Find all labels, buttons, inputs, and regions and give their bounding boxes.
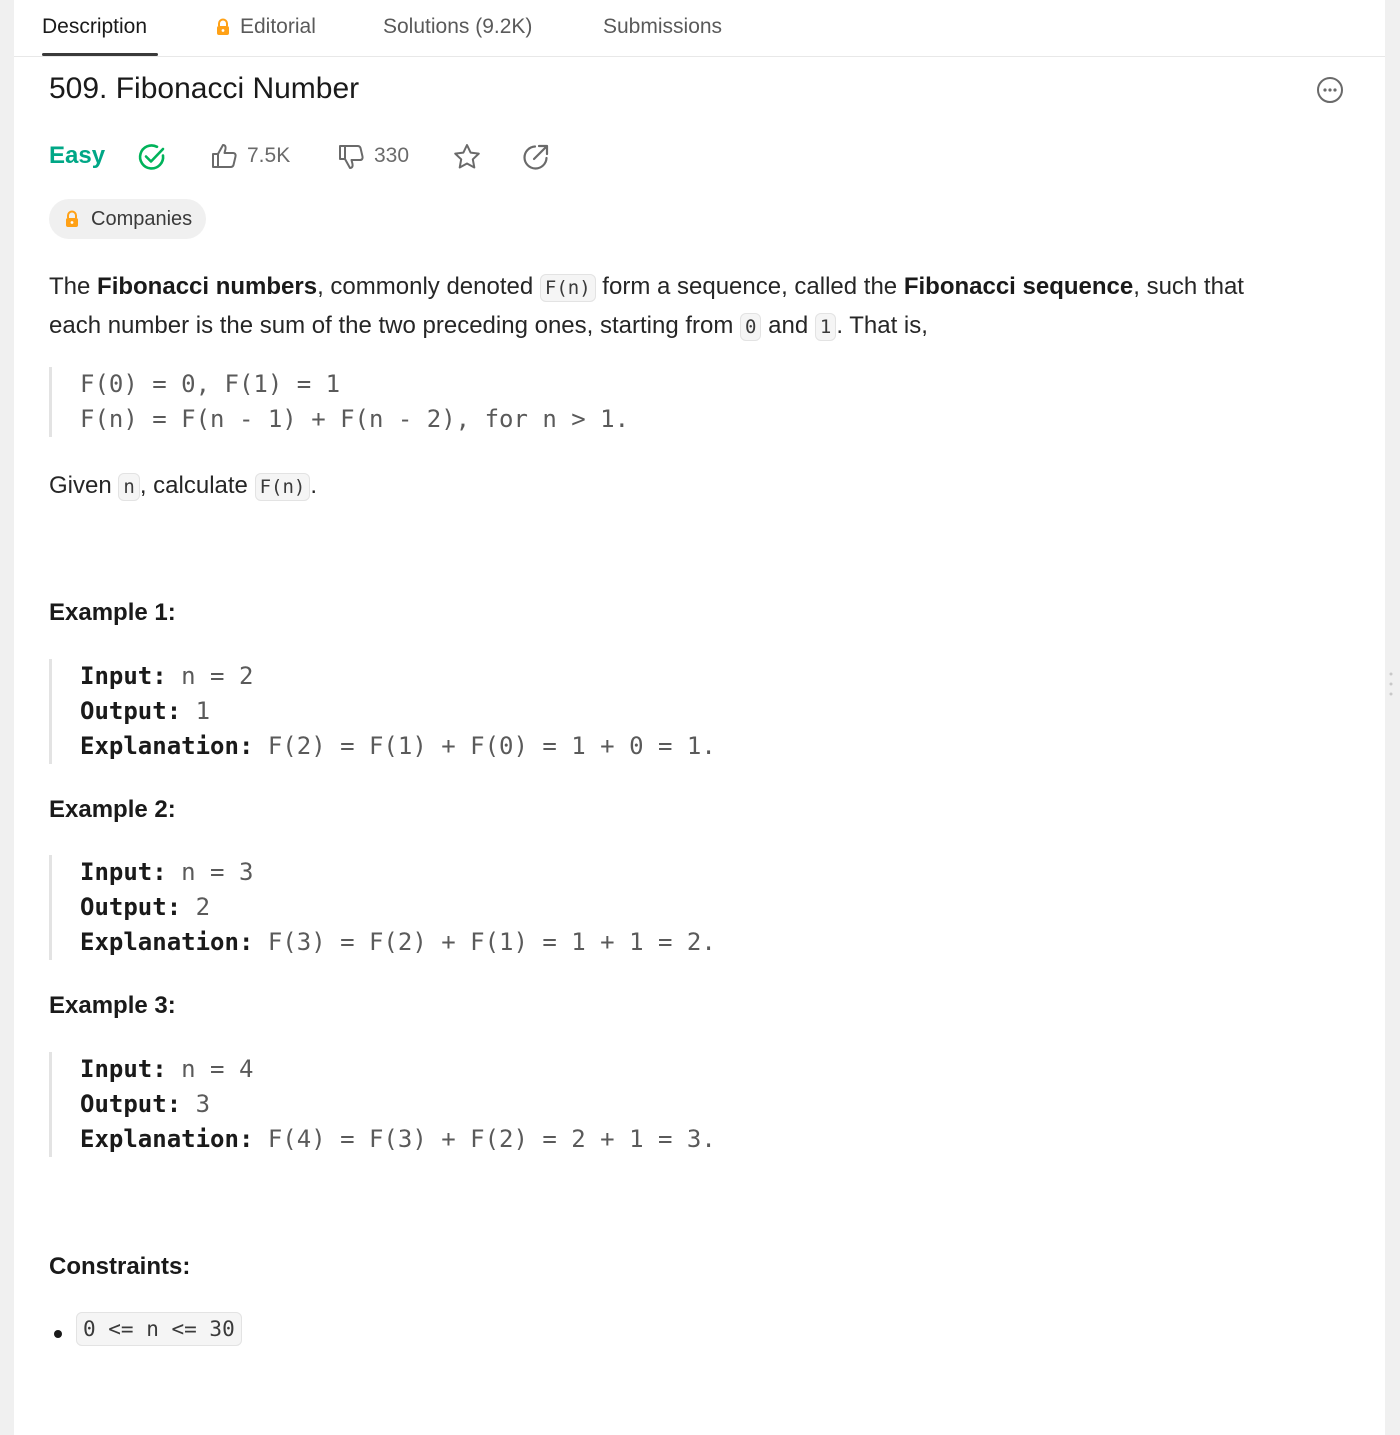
- lock-icon: [214, 18, 232, 36]
- check-circle-icon: [137, 142, 167, 172]
- output-value: 3: [181, 1090, 211, 1118]
- output-value: 2: [181, 893, 211, 921]
- tab-solutions-label: Solutions (9.2K): [383, 15, 533, 38]
- task-paragraph: [49, 467, 1349, 506]
- output-label: Output:: [80, 1090, 182, 1118]
- text: each number is the sum of the two preceding ones, starting from: [49, 312, 741, 339]
- formula-line: F(n) = F(n - 1) + F(n - 2), for n > 1.: [80, 405, 630, 433]
- constraint-item: [76, 1317, 242, 1341]
- example-heading: Example 2:: [49, 796, 176, 823]
- formula-block: [49, 367, 629, 437]
- tab-description-label: Description: [42, 15, 148, 38]
- example-block: [49, 855, 716, 960]
- explanation-label: Explanation:: [80, 732, 254, 760]
- example-block: [49, 1052, 716, 1157]
- explanation-value: F(2) = F(1) + F(0) = 1 + 0 = 1.: [253, 732, 716, 760]
- thumbs-down-icon: [336, 141, 366, 171]
- inline-code: n: [118, 473, 139, 501]
- tab-bar: [14, 0, 1385, 57]
- input-value: n = 4: [166, 1055, 254, 1083]
- thumbs-up-icon: [209, 141, 239, 171]
- active-tab-indicator: [42, 53, 158, 56]
- inline-code: 1: [815, 313, 836, 341]
- explanation-value: F(3) = F(2) + F(1) = 1 + 1 = 2.: [253, 928, 716, 956]
- tab-description[interactable]: [42, 12, 147, 42]
- constraint-code: 0 <= n <= 30: [76, 1312, 242, 1346]
- formula-line: F(0) = 0, F(1) = 1: [80, 370, 341, 398]
- description-panel: [14, 0, 1385, 1435]
- dislike-count: 330: [374, 144, 410, 167]
- input-label: Input:: [80, 1055, 167, 1083]
- example-heading: Example 3:: [49, 992, 176, 1019]
- text: , such that: [1133, 273, 1244, 300]
- output-label: Output:: [80, 697, 182, 725]
- lock-icon: [63, 210, 81, 228]
- explanation-label: Explanation:: [80, 928, 254, 956]
- problem-meta: [49, 138, 749, 178]
- output-value: 1: [181, 697, 211, 725]
- example-block: [49, 659, 716, 764]
- problem-title: 509. Fibonacci Number: [49, 72, 360, 105]
- tab-editorial-label: Editorial: [240, 15, 316, 38]
- text: and: [761, 312, 815, 339]
- tab-editorial[interactable]: [214, 12, 316, 42]
- output-label: Output:: [80, 893, 182, 921]
- term-fibonacci-numbers: Fibonacci numbers: [97, 273, 318, 300]
- inline-code: F(n): [255, 473, 311, 501]
- text: form a sequence, called the: [595, 273, 904, 300]
- more-icon[interactable]: [1316, 76, 1344, 104]
- text: . That is,: [836, 312, 928, 339]
- text: Given: [49, 472, 119, 499]
- input-value: n = 3: [166, 858, 254, 886]
- text: The: [49, 273, 98, 300]
- tab-submissions[interactable]: [603, 12, 722, 42]
- star-icon[interactable]: [452, 142, 482, 172]
- text: , commonly denoted: [317, 273, 540, 300]
- tab-submissions-label: Submissions: [603, 15, 723, 38]
- constraints-heading: Constraints:: [49, 1253, 191, 1280]
- explanation-label: Explanation:: [80, 1125, 254, 1153]
- description-paragraph: [49, 268, 1349, 346]
- term-fibonacci-sequence: Fibonacci sequence: [903, 273, 1134, 300]
- bullet: [54, 1330, 62, 1338]
- inline-code: 0: [740, 313, 761, 341]
- tab-solutions[interactable]: [383, 12, 532, 42]
- inline-code: F(n): [540, 274, 596, 302]
- share-icon[interactable]: [521, 142, 551, 172]
- text: , calculate: [139, 472, 255, 499]
- like-count: 7.5K: [247, 144, 291, 167]
- companies-label: Companies: [91, 207, 193, 230]
- input-label: Input:: [80, 858, 167, 886]
- explanation-value: F(4) = F(3) + F(2) = 2 + 1 = 3.: [253, 1125, 716, 1153]
- text: .: [310, 472, 317, 499]
- difficulty-badge: Easy: [49, 142, 106, 169]
- resize-handle-icon[interactable]: [1389, 670, 1393, 700]
- like-button[interactable]: [209, 141, 290, 171]
- companies-button[interactable]: [49, 199, 206, 239]
- example-heading: Example 1:: [49, 599, 176, 626]
- dislike-button[interactable]: [336, 141, 409, 171]
- input-label: Input:: [80, 662, 167, 690]
- input-value: n = 2: [166, 662, 254, 690]
